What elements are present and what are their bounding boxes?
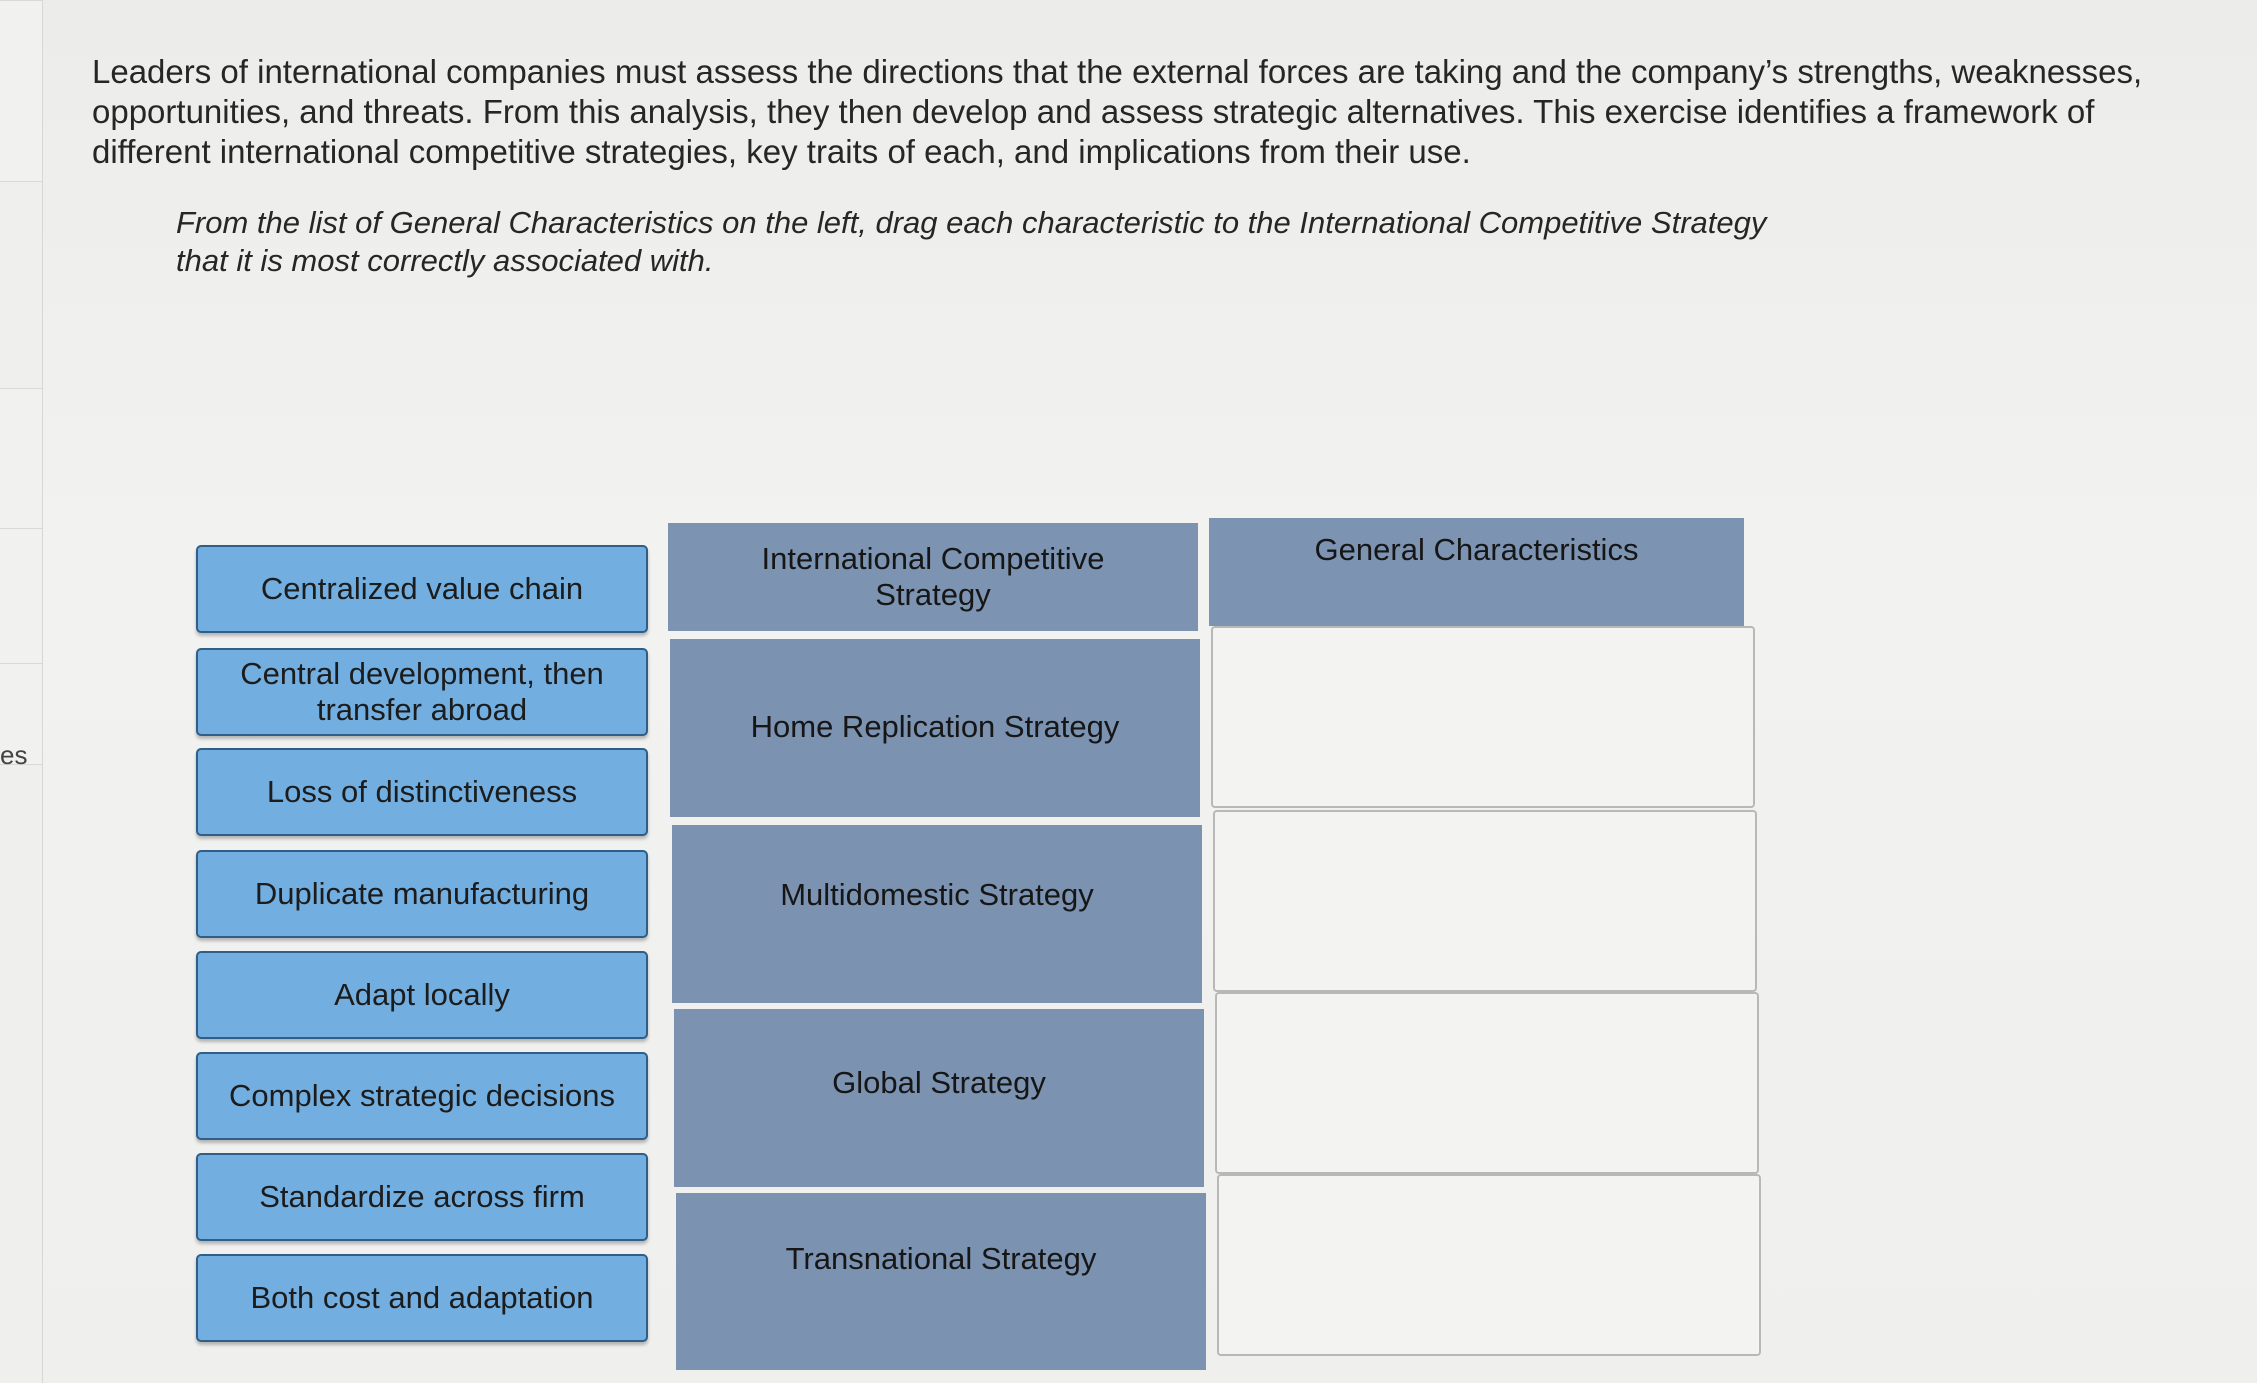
strategy-label: Global Strategy [832,1065,1046,1100]
chip-centralized-value-chain[interactable] [196,545,648,633]
header-characteristics [1209,518,1744,626]
chip-complex-strategic-decisions[interactable] [196,1052,648,1140]
header-strategy-label: International Competitive Strategy [761,541,1105,612]
chip-label: Loss of distinctiveness [266,774,578,809]
strategy-label: Home Replication Strategy [750,709,1120,744]
strategy-row-home-replication [670,639,1200,817]
chip-label: Standardize across firm [259,1179,585,1214]
drop-zone-home-replication[interactable] [1211,626,1755,808]
drop-zone-global[interactable] [1215,992,1759,1174]
chip-label: Duplicate manufacturing [254,876,590,911]
drop-zone-transnational[interactable] [1217,1174,1761,1356]
chip-label: Both cost and adaptation [250,1280,594,1315]
left-rail-segment[interactable] [0,388,42,530]
left-rail-segment[interactable] [0,0,42,182]
chip-adapt-locally[interactable] [196,951,648,1039]
header-characteristics-label: General Characteristics [1314,532,1639,567]
chip-label: Complex strategic decisions [229,1078,615,1113]
chip-label: Adapt locally [334,977,510,1012]
strategy-label: Transnational Strategy [785,1241,1097,1276]
chip-label: Central development, then transfer abroad [240,656,604,727]
chip-both-cost-and-adaptation[interactable] [196,1254,648,1342]
chip-standardize-across-firm[interactable] [196,1153,648,1241]
chip-label: Centralized value chain [260,571,584,606]
chip-loss-of-distinctiveness[interactable] [196,748,648,836]
strategy-row-global [674,1009,1204,1187]
left-rail-label[interactable]: es [0,740,28,770]
instruction-text: From the list of General Characteristics on the left, drag each characteristic to the International Competitive Strategy that it is most correctly associated with. [176,205,1767,278]
strategy-row-multidomestic [672,825,1202,1003]
intro-paragraph: Leaders of international companies must assess the directions that the external forces are taking and the company’s strengths, weaknesses, opportunities, and threats. From this analysis, they then develop and assess strategic alternatives. This exercise identifies a framework of different international competitive strategies, key traits of each, and implications from their use. [92,53,2143,170]
header-strategy [668,523,1198,631]
left-rail-segment[interactable] [0,528,42,665]
left-navigation-rail [0,0,43,1383]
drop-zone-multidomestic[interactable] [1213,810,1757,992]
strategy-label: Multidomestic Strategy [780,877,1094,912]
strategy-row-transnational [676,1193,1206,1370]
chip-duplicate-manufacturing[interactable] [196,850,648,938]
chip-central-development[interactable] [196,648,648,736]
